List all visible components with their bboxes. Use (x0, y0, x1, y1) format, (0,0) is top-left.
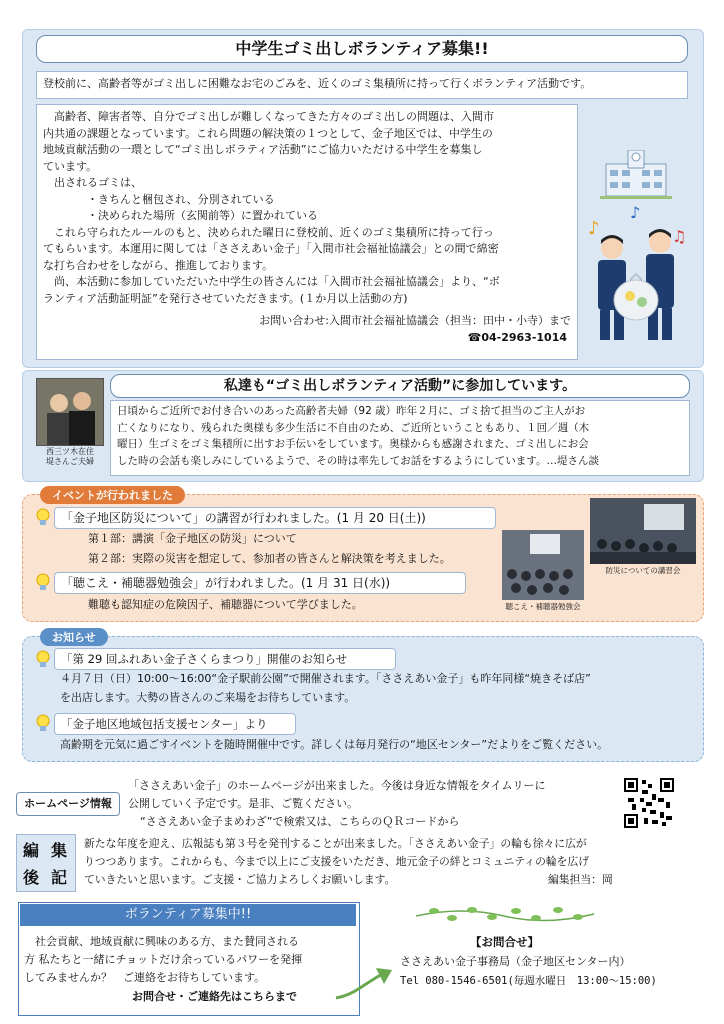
event-photo-disaster-caption: 防災についての講習会 (605, 566, 681, 575)
recruit-lead-box (36, 71, 688, 99)
editorial-label-char: 記 (51, 868, 68, 887)
lightbulb-icon (36, 573, 50, 591)
notice-item1-body-1: ４月７日（日）10:00～16:00“金子駅前公園”で開催されます。「ささえあい金子」も昨年同様“焼きそば店” (60, 672, 591, 685)
recruit-phone: ☎04-2963-1014 (467, 330, 567, 344)
editorial-label-box (16, 834, 76, 892)
recruit-contact: お問い合わせ:入間市社会福祉協議会（担当：田中・小寺）まで (259, 314, 571, 327)
event1-part1: 第１部：講演「金子地区の防災」について (88, 532, 297, 545)
recruit-body-line: 尚、本活動に参加していただいた中学生の皆さんには「入間市社会福祉協議会」より、“ボ (43, 275, 500, 288)
event1-title: 「金子地区防災について」の講習が行われました。(1 月 20 日(土)) (61, 511, 426, 525)
event-photo-hearing-caption: 聴こえ・補聴器勉強会 (505, 602, 581, 611)
homepage-line1: 「ささえあい金子」のホームページが出来ました。今後は身近な情報をタイムリーに (128, 779, 546, 792)
notice-item1-title-box (54, 648, 396, 670)
editorial-label-char: 集 (51, 841, 68, 860)
lightbulb-icon (36, 714, 50, 732)
recruit-body-line: な打ち合わせをしながら、推進しております。 (43, 258, 274, 272)
couple-caption-1: 西三ツ木在住 (46, 447, 94, 456)
editorial-label-char: 編 (23, 841, 40, 860)
qr-code-icon[interactable] (624, 778, 674, 828)
recruit-body-box (36, 104, 578, 360)
couple-photo-icon (37, 379, 103, 445)
notice-item1-body-2: を出店します。大勢の皆さんのご来場をお待ちしています。 (60, 691, 356, 704)
volunteer-line1: 社会貢献、地域貢献に興味のある方、また賛同される (24, 935, 299, 948)
recruit-body-line: ています。 (43, 159, 98, 173)
events-label: イベントが行われました (40, 486, 185, 504)
lecture-photo-icon (590, 498, 696, 564)
editorial-line1: 新たな年度を迎え、広報誌も第３号を発刊することが出来ました。「ささえあい金子」の輪も徐々に広が (84, 837, 587, 850)
editorial-line3: ていきたいと思います。ご支援・ご協力よろしくお願いします。 (84, 873, 396, 886)
notice-item2-body: 高齢期を元気に過ごすイベントを随時開催中です。詳しくは毎月発行の“地区センター”だよりをご覧ください。 (60, 738, 609, 751)
participate-body-line: 曜日）生ゴミをゴミ集積所に出すお手伝いをしています。奥様からも感謝されまた、ゴミ出しにお会 (117, 438, 589, 450)
notice-item2-title-box (54, 713, 296, 735)
homepage-line2: 公開していく予定です。是非、ご覧ください。 (128, 797, 359, 810)
notice-item2-title: 「金子地区地域包括支援センター」より (61, 717, 268, 731)
recruit-body-line: 内共通の課題となっています。これら問題の解決策の１つとして、金子地区では、中学生の (43, 126, 493, 140)
recruit-title: 中学生ゴミ出しボランティア募集!! (36, 35, 688, 63)
notice-label: お知らせ (40, 628, 108, 646)
editorial-editor: 編集担当：岡 (548, 873, 613, 886)
volunteer-line4: お問合せ・ご連絡先はこちらまで (132, 990, 297, 1003)
recruit-body-line: ランティア活動証明証”を発行させていただきます。(１か月以上活動の方) (43, 291, 408, 305)
seminar-photo-icon (502, 530, 584, 600)
students-illustration (580, 150, 698, 350)
event-photo-hearing (502, 530, 584, 600)
svg-text:♫: ♫ (672, 227, 687, 246)
event2-body: 難聴も認知症の危険因子、補聴器について学びました。 (88, 598, 363, 611)
participate-body-box (110, 400, 690, 476)
vine-decoration-icon (412, 902, 598, 926)
couple-photo (36, 378, 104, 446)
contact-title: 【お問合せ】 (470, 935, 539, 949)
recruit-body-line: ・決められた場所（玄関前等）に置かれている (43, 209, 318, 222)
couple-caption-2: 堤さんご夫婦 (46, 457, 94, 466)
participate-body-line: 日頃からご近所でお付き合いのあった高齢者夫婦（92 歳）昨年２月に、ゴミ捨て担当のご主人がお (117, 405, 586, 417)
contact-office: ささえあい金子事務局（金子地区センター内） (400, 955, 631, 968)
event-photo-disaster (590, 498, 696, 564)
contact-tel: Tel 080-1546-6501(毎週水曜日 13:00～15:00) (400, 975, 657, 987)
volunteer-title: ボランティア募集中!! (20, 904, 356, 926)
recruit-body-line: これら守られたルールのもと、決められた曜日に登校前、近くのゴミ集積所に持って行っ (43, 225, 494, 239)
event1-part2: 第２部：実際の災害を想定して、参加者の皆さんと解決策を考えました。 (88, 552, 451, 565)
participate-body-line: 亡くなりになり、残られた奥様も多少生活に不自由のため、ご近所ということもあり、１回／週（木 (117, 421, 590, 434)
editorial-label-char: 後 (23, 868, 40, 887)
participate-title: 私達も“ゴミ出しボランティア活動”に参加しています。 (110, 374, 690, 398)
recruit-body-line: ・きちんと梱包され、分別されている (43, 192, 275, 206)
participate-body-line: した時の会話も楽しみにしているようで、その時は率先してお話をするようにしています。…堤さん談 (117, 454, 599, 467)
recruit-body-line: てもらいます。本運用に関しては「ささえあい金子」「入間市社会福祉協議会」との間で綿密 (43, 242, 499, 255)
recruit-body-line: 地域貢献活動の一環として“ゴミ出しボラティア活動”にご協力いただける中学生を募集し (43, 143, 483, 156)
volunteer-line3: してみませんか？ ご連絡をお待ちしています。 (24, 971, 266, 984)
recruit-body-line: 出されるゴミは、 (43, 176, 142, 189)
volunteer-line2: 方 私たちと一緒にチョットだけ余っているパワーを発揮 (24, 953, 303, 966)
event2-title-box (54, 572, 466, 594)
event1-title-box (54, 507, 496, 529)
lightbulb-icon (36, 650, 50, 668)
school-building-icon (600, 150, 672, 199)
event2-title: 「聴こえ・補聴器勉強会」が行われました。(1 月 31 日(水)) (61, 576, 391, 590)
homepage-line3: “ささえあい金子まめわざ”で検索又は、こちらのＱＲコードから (140, 815, 460, 828)
homepage-label: ホームページ情報 (16, 792, 120, 816)
editorial-line2: りつつあります。これからも、今まで以上にご支援をいただき、地元金子の絆とコミュニティの輪を広げ (84, 855, 590, 868)
svg-text:♪: ♪ (588, 218, 600, 239)
notice-item1-title: 「第 29 回ふれあい金子さくらまつり」開催のお知らせ (61, 652, 348, 666)
lightbulb-icon (36, 508, 50, 526)
recruit-body-line: 高齢者、障害者等、自分でゴミ出しが難しくなってきた方々のゴミ出しの問題は、入間市 (43, 110, 494, 123)
svg-text:♪: ♪ (630, 203, 641, 222)
recruit-lead: 登校前に、高齢者等がゴミ出しに困難なお宅のごみを、近くのゴミ集積所に持って行くボランティア活動です。 (43, 77, 592, 90)
arrow-icon (330, 960, 400, 1004)
